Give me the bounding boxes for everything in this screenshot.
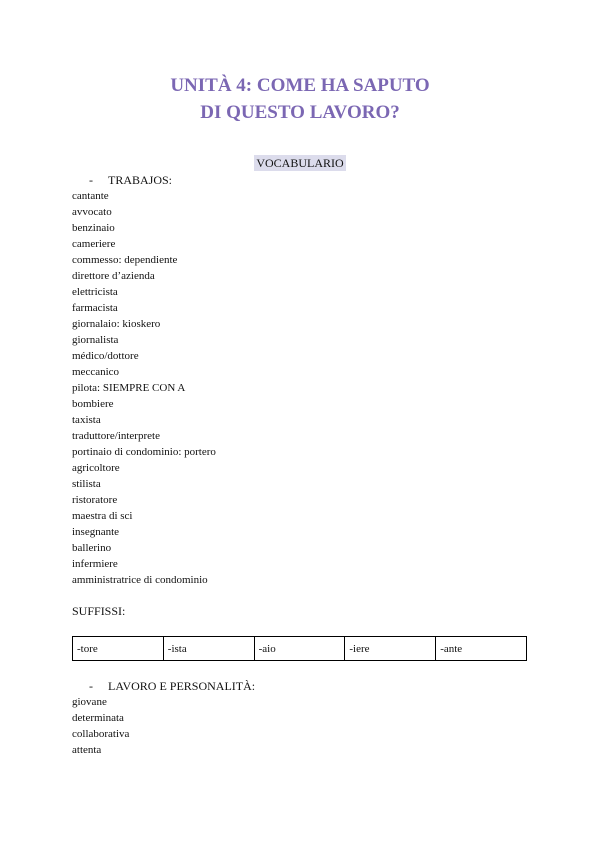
list-item: meccanico — [72, 366, 120, 378]
table-cell: -ista — [163, 637, 254, 661]
list-item: stilista — [72, 478, 101, 490]
list-item: infermiere — [72, 558, 118, 570]
list-item: giornalista — [72, 334, 119, 346]
suffissi-table — [72, 636, 527, 661]
list-item: cantante — [72, 190, 109, 202]
table-cell: -iere — [345, 637, 436, 661]
vocabulary-heading — [0, 156, 600, 171]
list-item: avvocato — [72, 206, 112, 218]
list-item: commesso: dependiente — [72, 254, 178, 266]
bullet-dash: - — [89, 173, 93, 187]
list-item: amministratrice di condominio — [72, 574, 208, 586]
table-cell: -aio — [254, 637, 345, 661]
list-item: determinata — [72, 712, 124, 724]
bullet-dash: - — [89, 679, 93, 693]
list-item: traduttore/interprete — [72, 430, 160, 442]
table-cell: -tore — [73, 637, 164, 661]
list-item: maestra di sci — [72, 510, 133, 522]
list-item: cameriere — [72, 238, 116, 250]
personalita-heading-text: LAVORO E PERSONALITÀ: — [108, 679, 256, 693]
list-item: direttore d’azienda — [72, 270, 155, 282]
list-item: portinaio di condominio: portero — [72, 446, 216, 458]
list-item: taxista — [72, 414, 101, 426]
trabajos-heading-text: TRABAJOS: — [108, 173, 173, 187]
list-item: insegnante — [72, 526, 120, 538]
list-item: agricoltore — [72, 462, 120, 474]
document-title — [0, 72, 600, 126]
list-item: collaborativa — [72, 728, 130, 740]
personalita-heading — [89, 678, 255, 694]
trabajos-heading — [89, 172, 172, 188]
suffissi-label: SUFFISSI: — [72, 604, 126, 618]
list-item: médico/dottore — [72, 350, 139, 362]
title-line-1: UNITÀ 4: COME HA SAPUTO — [170, 75, 430, 96]
title-line-2: DI QUESTO LAVORO? — [200, 102, 400, 123]
list-item: attenta — [72, 744, 102, 756]
table-row — [73, 637, 527, 661]
list-item: farmacista — [72, 302, 118, 314]
vocabulary-heading-text: VOCABULARIO — [256, 156, 344, 170]
personalita-list — [72, 694, 129, 758]
table-cell: -ante — [436, 637, 527, 661]
list-item: giovane — [72, 696, 107, 708]
list-item: elettricista — [72, 286, 118, 298]
list-item: ristoratore — [72, 494, 118, 506]
trabajos-list — [72, 188, 216, 588]
list-item: bombiere — [72, 398, 114, 410]
list-item: ballerino — [72, 542, 112, 554]
list-item: benzinaio — [72, 222, 115, 234]
list-item: pilota: SIEMPRE CON A — [72, 382, 186, 394]
list-item: giornalaio: kioskero — [72, 318, 161, 330]
